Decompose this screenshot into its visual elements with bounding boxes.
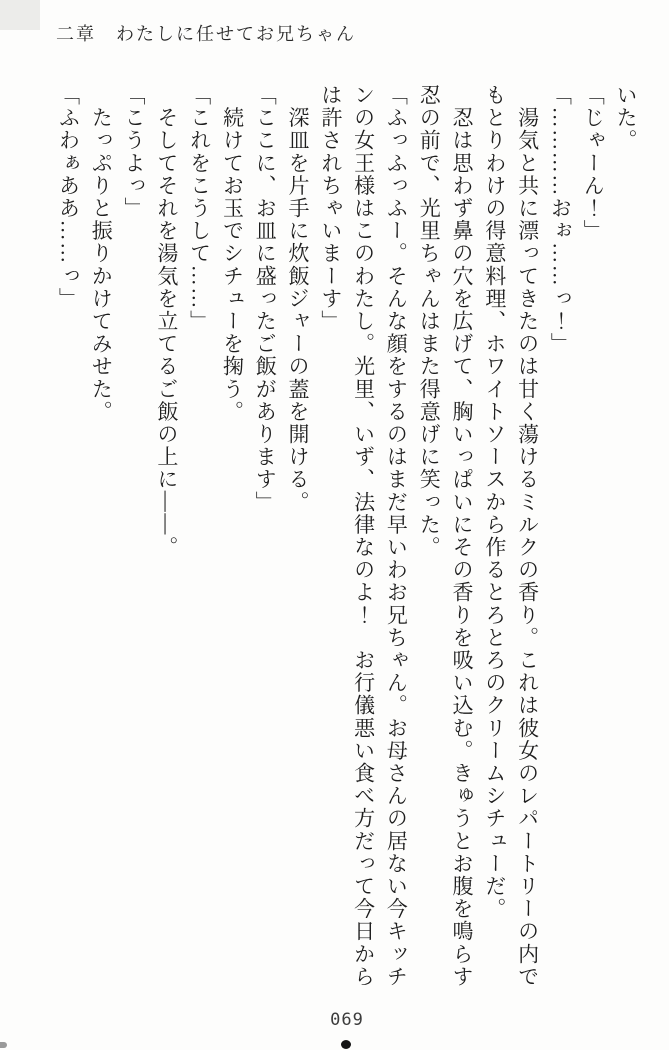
text-column: 「…………おぉ……っ！」	[548, 84, 573, 356]
text-column: は許されちゃいまーす」	[318, 84, 343, 333]
page-number: 069	[330, 1010, 364, 1030]
scan-edge-speck	[0, 1042, 7, 1048]
footer-dot-marker	[341, 1040, 351, 1049]
text-column: 「ふっふっふー。そんな顔をするのはまだ早いわお兄ちゃん。お母さんの居ない今キッチ	[384, 84, 409, 988]
scan-corner-artifact	[0, 0, 40, 30]
text-column: そしてそれを湯気を立てるご飯の上に――。	[154, 84, 179, 559]
text-column: 深皿を片手に炊飯ジャーの蓋を開ける。	[286, 84, 311, 514]
chapter-header: 二章 わたしに任せてお兄ちゃん	[56, 24, 356, 44]
text-column: 続けてお玉でシチューを掬う。	[220, 84, 245, 423]
text-column: たっぷりと振りかけてみせた。	[89, 84, 114, 423]
text-column: いた。	[614, 84, 638, 152]
text-column: 「ここに、お皿に盛ったご飯があります」	[253, 84, 278, 514]
text-column: 「ふわぁああ……っ」	[56, 84, 81, 310]
text-column: 「これをこうして……」	[187, 84, 212, 333]
text-column: もとりわけの得意料理、ホワイトソースから作るとろとろのクリームシチューだ。	[482, 84, 507, 921]
text-column: 「じゃーん！」	[581, 84, 606, 243]
text-column: 「こうよっ」	[122, 84, 147, 220]
page-body-text	[36, 84, 642, 1022]
text-column: ンの女王様はこのわたし。光里、いず、法律なのよ！ お行儀悪い食べ方だって今日から	[351, 84, 376, 988]
text-column: 湯気と共に漂ってきたのは甘く蕩けるミルクの香り。これは彼女のレパートリーの内で	[515, 84, 540, 988]
text-column: 忍の前で、光里ちゃんはまた得意げに笑った。	[417, 84, 442, 559]
text-column: 忍は思わず鼻の穴を広げて、胸いっぱいにその香りを吸い込む。きゅうとお腹を鳴らす	[450, 84, 475, 988]
